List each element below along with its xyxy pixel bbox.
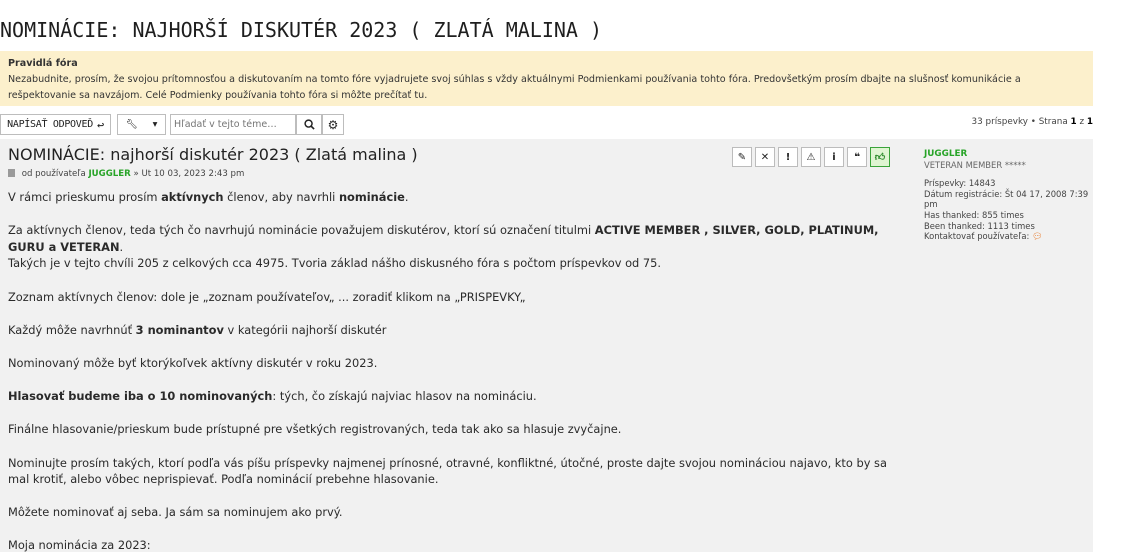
report-icon: ! xyxy=(785,151,791,163)
paragraph: Zoznam aktívnych členov: dole je „zoznam používateľov„ ... zoradiť klikom na „PRISPEVKY„ xyxy=(8,289,526,304)
profile-been-thanked: Been thanked: 1113 times xyxy=(924,220,1035,231)
bold-text: aktívnych xyxy=(161,190,224,204)
edit-button[interactable] xyxy=(732,147,752,167)
paragraph xyxy=(8,189,908,206)
quote-button[interactable] xyxy=(847,147,867,167)
chevron-down-icon: ▾ xyxy=(152,119,158,130)
reply-label: NAPÍSAŤ ODPOVEĎ xyxy=(7,119,93,130)
topic-tools-button[interactable] xyxy=(117,114,166,135)
post-body xyxy=(8,145,908,552)
post-title[interactable]: NOMINÁCIE: najhorší diskutér 2023 ( Zlatá malina ) xyxy=(8,145,418,164)
current-page: 1 xyxy=(1070,117,1077,127)
text: : tých, čo získajú najviac hlasov na nomináciu. xyxy=(272,389,537,404)
text: v kategórii najhorší diskutér xyxy=(223,322,387,337)
post-count-text: 33 príspevky • Strana xyxy=(971,117,1068,127)
text: . xyxy=(119,239,124,254)
text: členov, aby navrhli xyxy=(223,190,339,204)
post-date: » Ut 10 03, 2023 2:43 pm xyxy=(133,169,245,179)
warn-button[interactable] xyxy=(801,147,821,167)
delete-icon: ✕ xyxy=(760,151,770,163)
post-reply-button[interactable] xyxy=(0,114,111,135)
forum-rules-notice xyxy=(0,51,1093,106)
reply-arrow-icon: ↩ xyxy=(96,117,104,132)
paragraph xyxy=(8,388,908,405)
post-author-link[interactable]: JUGGLER xyxy=(88,169,131,179)
file-icon xyxy=(8,169,15,177)
total-pages: 1 xyxy=(1086,117,1093,127)
paragraph: Finálne hlasovanie/prieskum bude prístupné pre všetkých registrovaných, teda tak ako sa hlasuje zvyčajne. xyxy=(8,422,622,437)
gear-icon: ⚙ xyxy=(327,117,339,132)
bold-text: ACTIVE MEMBER , SILVER, GOLD, PLATINUM, GURU a VETERAN xyxy=(8,223,879,254)
search-icon xyxy=(304,119,315,130)
info-button[interactable] xyxy=(824,147,844,167)
text: Takých je v tejto chvíli 205 z celkových cca 4975. Tvoria základ nášho diskusného fóra s počtom príspevkov od 75. xyxy=(8,256,662,271)
paragraph: Nominujte prosím takých, ktorí podľa vás píšu príspevky najmenej prínosné, otravné, konfliktné, útočné, proste dajte svojou nomináciou najavo, kto by sa mal krotiť, alebo vôbec neprispievať. Podľa nominácií prebehne hlasovanie. xyxy=(8,455,887,487)
post-profile xyxy=(924,149,1089,242)
info-icon: i xyxy=(832,151,836,163)
text: . xyxy=(404,190,409,204)
topic-search-input[interactable] xyxy=(170,114,296,135)
paragraph: Moja nominácia za 2023: xyxy=(8,538,151,552)
meta-prefix: od používateľa xyxy=(21,169,86,179)
quote-icon: ❝ xyxy=(854,151,860,163)
action-bar xyxy=(0,114,1093,136)
report-button[interactable] xyxy=(778,147,798,167)
post-meta xyxy=(8,169,908,183)
paragraph xyxy=(8,222,908,272)
page-separator: z xyxy=(1079,117,1085,127)
chat-bubble-icon[interactable]: 💬︎ xyxy=(1031,231,1043,242)
profile-username[interactable]: JUGGLER xyxy=(924,149,968,159)
profile-registered: Dátum registrácie: Št 04 17, 2008 7:39 pm xyxy=(924,188,1089,210)
warn-icon: ⚠ xyxy=(806,151,816,163)
edit-icon: ✎ xyxy=(737,151,747,163)
paragraph xyxy=(8,322,908,339)
profile-contact xyxy=(924,231,1089,242)
bold-text: nominácie xyxy=(338,190,405,204)
like-button[interactable] xyxy=(870,147,890,167)
pagination xyxy=(972,117,1093,127)
post xyxy=(0,139,1093,552)
paragraph: Môžete nominovať aj seba. Ja sám sa nominujem ako prvý. xyxy=(8,505,343,520)
text: Každý môže navrhnúť xyxy=(8,322,136,337)
profile-posts[interactable]: Príspevky: 14843 xyxy=(924,178,996,189)
search-button[interactable] xyxy=(296,114,322,135)
paragraph: Nominovaný môže byť ktorýkoľvek aktívny diskutér v roku 2023. xyxy=(8,355,378,370)
post-buttons xyxy=(732,147,890,167)
delete-button[interactable] xyxy=(755,147,775,167)
text: Za aktívnych členov, teda tých čo navrhujú nominácie považujem diskutérov, ktorí sú označení titulmi xyxy=(8,223,595,238)
advanced-search-button[interactable] xyxy=(322,114,344,135)
rules-title: Pravidlá fóra xyxy=(8,58,78,69)
text: V rámci prieskumu prosím xyxy=(8,190,162,204)
rules-text: Nezabudnite, prosím, že svojou prítomnosťou a diskutovaním na tomto fóre vyjadrujete svoj súhlas s vždy aktuálnymi Podmienkami používania tohto fóra. Predovšetkým prosím dbajte na slušnosť komunikácie a rešpektovanie sa navzájom. Celé Podmienky používania tohto fóra si môžte prečítať tu. xyxy=(8,74,1021,101)
post-content xyxy=(8,189,908,552)
profile-has-thanked: Has thanked: 855 times xyxy=(924,209,1024,220)
profile-rank: VETERAN MEMBER ***** xyxy=(924,159,1026,170)
bold-text: 3 nominantov xyxy=(135,322,224,337)
like-icon: 👍︎ xyxy=(874,152,886,163)
contact-label: Kontaktovať používateľa: xyxy=(924,231,1030,242)
bold-text: Hlasovať budeme iba o 10 nominovaných xyxy=(8,389,273,404)
wrench-icon: 🔧︎ xyxy=(125,119,138,130)
topic-title: NOMINÁCIE: NAJHORŠÍ DISKUTÉR 2023 ( ZLATÁ MALINA ) xyxy=(0,18,603,42)
